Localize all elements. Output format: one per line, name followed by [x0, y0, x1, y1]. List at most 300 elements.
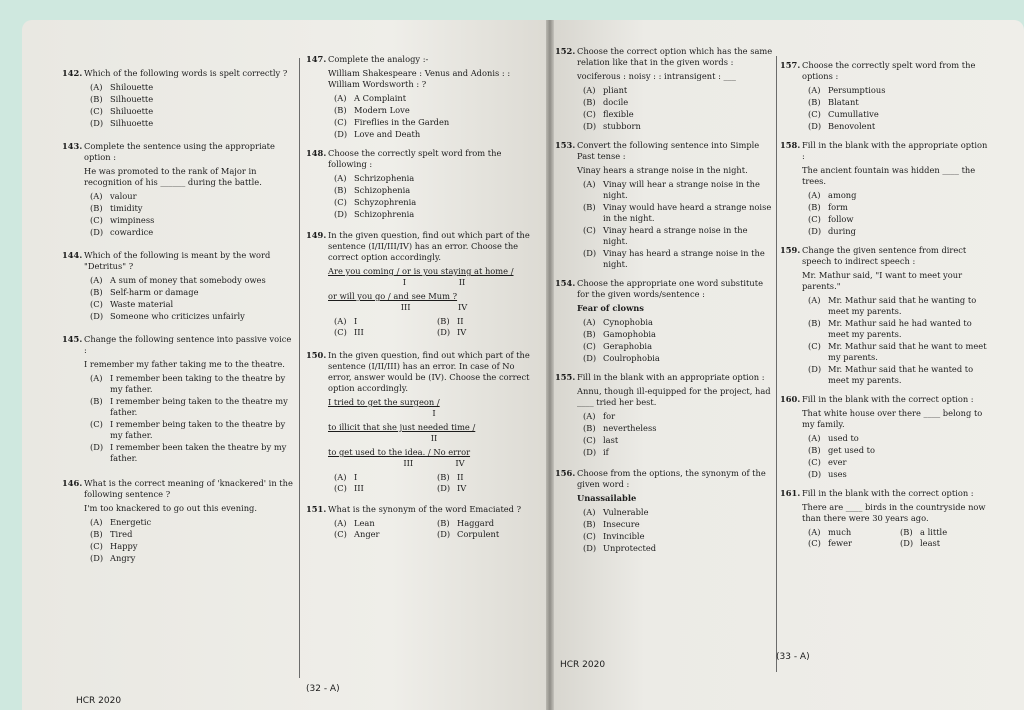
option-text: Happy [110, 541, 138, 551]
option-d[interactable] [90, 118, 294, 129]
option-b[interactable] [334, 185, 540, 196]
option-b[interactable] [90, 203, 294, 214]
question-text: Choose the correctly spelt word from the following : [328, 148, 502, 169]
option-d[interactable] [437, 529, 540, 540]
option-d[interactable] [583, 447, 773, 458]
option-text: Schyzophrenia [354, 197, 417, 207]
option-b[interactable] [90, 94, 294, 105]
question-number: 149. [306, 230, 327, 240]
option-letter: (A) [90, 275, 103, 285]
option-text: Cynophobia [603, 317, 653, 327]
segment-text: to get used to the idea. / No error [328, 447, 471, 457]
option-a[interactable] [808, 85, 992, 96]
question-header [780, 60, 992, 82]
question-block [62, 68, 294, 129]
option-c[interactable] [583, 225, 773, 247]
option-letter: (D) [437, 483, 451, 493]
option-text: Benovolent [828, 121, 876, 131]
option-text: A Complaint [354, 93, 407, 103]
options-row [334, 316, 540, 327]
option-d[interactable] [808, 364, 992, 386]
option-text: Vulnerable [603, 507, 649, 517]
option-letter: (B) [437, 472, 450, 482]
option-text: Schrizophenia [354, 173, 415, 183]
option-text: Shilouette [110, 82, 154, 92]
options-row [334, 529, 540, 540]
option-letter: (A) [583, 411, 596, 421]
option-letter: (D) [90, 553, 104, 563]
option-b[interactable] [808, 318, 992, 340]
question-block [62, 334, 294, 464]
option-letter: (B) [808, 445, 821, 455]
question-number: 144. [62, 250, 83, 260]
option-a[interactable] [583, 507, 773, 518]
option-text: Mr. Mathur said he had wanted to meet my parents. [828, 318, 972, 339]
question-number: 143. [62, 141, 83, 151]
option-letter: (C) [334, 117, 347, 127]
option-text: Unprotected [603, 543, 657, 553]
option-text: Love and Death [354, 129, 421, 139]
question-header [62, 250, 294, 272]
option-d[interactable] [90, 227, 294, 238]
question-text: Change the given sentence from direct speech to indirect speech : [802, 245, 967, 266]
question-block [306, 350, 540, 494]
question-sentence: Fear of clowns [577, 303, 644, 313]
question-header [306, 504, 540, 515]
question-header [555, 278, 773, 300]
option-letter: (D) [334, 209, 348, 219]
option-a[interactable] [90, 82, 294, 93]
option-b[interactable] [334, 105, 540, 116]
option-letter: (C) [334, 197, 347, 207]
option-letter: (C) [334, 327, 347, 337]
option-letter: (B) [583, 423, 596, 433]
option-text: I remember being taken to the theatre by my father. [110, 419, 286, 440]
option-d[interactable] [808, 121, 992, 132]
option-text: Silhuoette [110, 118, 154, 128]
question-sentence: Annu, though ill-equipped for the project, had ____ tried her best. [577, 386, 771, 407]
option-letter: (D) [583, 248, 597, 258]
option-a[interactable] [583, 85, 773, 96]
question-block [555, 140, 773, 270]
option-text: nevertheless [603, 423, 657, 433]
option-letter: (A) [808, 433, 821, 443]
option-c[interactable] [808, 457, 992, 468]
question-sentence: I remember my father taking me to the theatre. [84, 359, 285, 369]
question-number: 145. [62, 334, 83, 344]
option-text: Self-harm or damage [110, 287, 199, 297]
option-c[interactable] [583, 341, 773, 352]
option-a[interactable] [808, 295, 992, 317]
option-letter: (A) [583, 85, 596, 95]
option-text: for [603, 411, 616, 421]
option-a[interactable] [334, 93, 540, 104]
options-row [334, 518, 540, 529]
option-c[interactable] [90, 299, 294, 310]
option-letter: (B) [90, 94, 103, 104]
question-number: 158. [780, 140, 801, 150]
option-c[interactable] [334, 327, 437, 338]
option-letter: (D) [583, 447, 597, 457]
question-header [62, 478, 294, 500]
option-letter: (D) [808, 364, 822, 374]
option-letter: (D) [334, 129, 348, 139]
option-letter: (B) [90, 203, 103, 213]
question-text: Fill in the blank with the correct option : [802, 488, 974, 498]
option-letter: (D) [90, 442, 104, 452]
question-sentence: Mr. Mathur said, "I want to meet your parents." [802, 270, 963, 291]
option-a[interactable] [334, 472, 437, 483]
option-letter: (D) [808, 121, 822, 131]
option-a[interactable] [90, 275, 294, 286]
question-number: 156. [555, 468, 576, 478]
option-text: stubborn [603, 121, 641, 131]
option-letter: (C) [90, 419, 103, 429]
option-text: II [457, 316, 464, 326]
question-text: Fill in the blank with an appropriate option : [577, 372, 765, 382]
option-a[interactable] [90, 373, 294, 395]
option-text: Invincible [603, 531, 645, 541]
option-letter: (C) [808, 341, 821, 351]
options-row [808, 527, 992, 538]
option-letter: (D) [437, 529, 451, 539]
option-text: Shiluoette [110, 106, 154, 116]
option-d[interactable] [583, 353, 773, 364]
option-b[interactable] [437, 518, 540, 529]
options-row [334, 483, 540, 494]
option-d[interactable] [437, 327, 540, 338]
option-letter: (A) [334, 173, 347, 183]
option-a[interactable] [334, 316, 437, 327]
option-letter: (A) [583, 179, 596, 189]
option-d[interactable] [583, 543, 773, 554]
sentence-segment [328, 291, 540, 313]
segment-roman: III IV [400, 302, 468, 312]
option-letter: (B) [808, 202, 821, 212]
segment-roman: I [432, 408, 436, 418]
option-text: much [828, 527, 852, 537]
option-c[interactable] [808, 341, 992, 363]
option-b[interactable] [437, 316, 540, 327]
option-letter: (A) [334, 316, 347, 326]
option-letter: (C) [334, 529, 347, 539]
option-letter: (C) [808, 538, 821, 548]
option-text: Fireflies in the Garden [354, 117, 450, 127]
options-row [334, 472, 540, 483]
option-c[interactable] [90, 419, 294, 441]
option-text: Cumullative [828, 109, 879, 119]
option-letter: (B) [900, 527, 913, 537]
option-text: Anger [354, 529, 380, 539]
question-text: Complete the sentence using the appropriate option : [84, 141, 275, 162]
option-letter: (A) [808, 527, 821, 537]
option-letter: (B) [90, 529, 103, 539]
option-letter: (B) [808, 97, 821, 107]
segment-roman: III IV [403, 458, 465, 468]
option-c[interactable] [90, 106, 294, 117]
book-gutter [546, 20, 554, 710]
option-letter: (D) [583, 121, 597, 131]
option-text: among [828, 190, 857, 200]
question-number: 161. [780, 488, 801, 498]
option-a[interactable] [334, 173, 540, 184]
question-header [306, 230, 540, 263]
option-text: get used to [828, 445, 875, 455]
option-text: ever [828, 457, 847, 467]
option-text: a little [920, 527, 948, 537]
question-block [780, 245, 992, 386]
left-page-number: (32 - A) [306, 684, 340, 694]
option-text: Silhouette [110, 94, 154, 104]
option-letter: (B) [437, 316, 450, 326]
option-text: IV [457, 483, 467, 493]
option-letter: (B) [334, 105, 347, 115]
option-c[interactable] [583, 531, 773, 542]
option-b[interactable] [583, 519, 773, 530]
option-letter: (B) [583, 202, 596, 212]
question-number: 150. [306, 350, 327, 360]
option-letter: (A) [334, 518, 347, 528]
option-letter: (C) [90, 541, 103, 551]
option-text: III [354, 483, 364, 493]
option-c[interactable] [334, 197, 540, 208]
option-text: Lean [354, 518, 375, 528]
option-text: form [828, 202, 848, 212]
option-text: Geraphobia [603, 341, 653, 351]
option-text: I remember being taken to the theatre my father. [110, 396, 288, 417]
question-text: What is the correct meaning of 'knackered' in the following sentence ? [84, 478, 293, 499]
option-c[interactable] [334, 529, 437, 540]
option-c[interactable] [334, 117, 540, 128]
question-number: 155. [555, 372, 576, 382]
option-text: timidity [110, 203, 143, 213]
question-number: 152. [555, 46, 576, 56]
option-c[interactable] [808, 214, 992, 225]
question-number: 151. [306, 504, 327, 514]
option-text: flexible [603, 109, 634, 119]
sentence-segment [328, 422, 540, 444]
option-d[interactable] [90, 553, 294, 564]
option-a[interactable] [808, 527, 900, 538]
option-text: Gamophobia [603, 329, 656, 339]
question-block [780, 140, 992, 237]
option-c[interactable] [90, 215, 294, 226]
option-text: I [354, 472, 358, 482]
question-number: 142. [62, 68, 83, 78]
option-d[interactable] [900, 538, 992, 549]
question-text: In the given question, find out which part of the sentence (I/II/III) has an error. In case of No error, answer would be (IV). Choose the correct option accordingly. [328, 350, 530, 393]
right-page-code: HCR 2020 [560, 660, 606, 670]
question-sentence: Unassailable [577, 493, 637, 503]
option-d[interactable] [437, 483, 540, 494]
option-d[interactable] [583, 121, 773, 132]
column-1 [62, 68, 294, 570]
option-b[interactable] [900, 527, 992, 538]
option-text: Insecure [603, 519, 640, 529]
option-a[interactable] [808, 433, 992, 444]
option-letter: (C) [808, 109, 821, 119]
option-b[interactable] [583, 329, 773, 340]
option-a[interactable] [334, 518, 437, 529]
segment-text: to illicit that she just needed time / [328, 422, 476, 432]
option-letter: (C) [808, 214, 821, 224]
option-c[interactable] [583, 109, 773, 120]
option-text: Schizophrenia [354, 209, 415, 219]
option-d[interactable] [334, 209, 540, 220]
question-block [62, 478, 294, 564]
question-number: 146. [62, 478, 83, 488]
option-text: Mr. Mathur said that he wanting to meet my parents. [828, 295, 977, 316]
option-text: used to [828, 433, 859, 443]
sentence-segment [328, 397, 540, 419]
option-text: Vinay heard a strange noise in the night. [603, 225, 748, 246]
question-block [306, 504, 540, 540]
option-letter: (C) [90, 215, 103, 225]
option-b[interactable] [583, 423, 773, 434]
option-b[interactable] [808, 202, 992, 213]
question-header [62, 141, 294, 163]
question-sentence: That white house over there ____ belong to my family. [802, 408, 983, 429]
option-text: III [354, 327, 364, 337]
option-b[interactable] [437, 472, 540, 483]
question-text: Change the following sentence into passive voice : [84, 334, 292, 355]
option-text: Modern Love [354, 105, 410, 115]
question-number: 154. [555, 278, 576, 288]
option-letter: (C) [583, 435, 596, 445]
segment-text: Are you coming / or is you staying at home / [328, 266, 514, 276]
question-block [555, 372, 773, 458]
right-page-number: (33 - A) [776, 652, 810, 662]
option-d[interactable] [583, 248, 773, 270]
question-text: Complete the analogy :- [328, 54, 429, 64]
option-text: pliant [603, 85, 628, 95]
option-text: if [603, 447, 609, 457]
question-number: 159. [780, 245, 801, 255]
option-text: Blatant [828, 97, 859, 107]
option-text: Vinay has heard a strange noise in the night. [603, 248, 765, 269]
option-b[interactable] [583, 97, 773, 108]
segment-text: I tried to get the surgeon / [328, 397, 440, 407]
option-letter: (D) [90, 311, 104, 321]
option-letter: (A) [90, 191, 103, 201]
option-b[interactable] [90, 287, 294, 298]
option-text: uses [828, 469, 847, 479]
option-letter: (A) [90, 517, 103, 527]
option-b[interactable] [808, 97, 992, 108]
question-header [62, 334, 294, 356]
question-number: 157. [780, 60, 801, 70]
question-header [555, 46, 773, 68]
option-text: wimpiness [110, 215, 155, 225]
question-block [62, 141, 294, 238]
question-block [780, 488, 992, 549]
column-divider [299, 58, 300, 678]
option-b[interactable] [808, 445, 992, 456]
question-sentence: I'm too knackered to go out this evening. [84, 503, 257, 513]
option-b[interactable] [583, 202, 773, 224]
question-sentence: He was promoted to the rank of Major in recognition of his ______ during the battle. [84, 166, 262, 187]
question-sentence: The ancient fountain was hidden ____ the trees. [802, 165, 976, 186]
option-a[interactable] [583, 179, 773, 201]
option-text: Coulrophobia [603, 353, 660, 363]
option-c[interactable] [90, 541, 294, 552]
option-letter: (A) [334, 472, 347, 482]
question-header [780, 140, 992, 162]
option-d[interactable] [808, 226, 992, 237]
question-sentence: William Shakespeare : Venus and Adonis : : William Wordsworth : ? [328, 68, 511, 89]
option-a[interactable] [808, 190, 992, 201]
question-header [780, 488, 992, 499]
option-c[interactable] [334, 483, 437, 494]
option-text: Energetic [110, 517, 152, 527]
sentence-segment [328, 447, 540, 469]
option-d[interactable] [334, 129, 540, 140]
option-text: during [828, 226, 856, 236]
option-text: last [603, 435, 619, 445]
option-letter: (B) [90, 396, 103, 406]
question-sentence: There are ____ birds in the countryside now than there were 30 years ago. [802, 502, 986, 523]
option-d[interactable] [808, 469, 992, 480]
option-text: Persumptious [828, 85, 886, 95]
option-letter: (D) [583, 543, 597, 553]
option-letter: (C) [583, 341, 596, 351]
question-block [306, 148, 540, 220]
question-text: In the given question, find out which part of the sentence (I/II/III/IV) has an error. Choose the correct option accordingly. [328, 230, 530, 262]
option-c[interactable] [808, 109, 992, 120]
option-b[interactable] [90, 529, 294, 540]
question-header [62, 68, 294, 79]
question-text: Fill in the blank with the appropriate option : [802, 140, 988, 161]
option-letter: (B) [808, 318, 821, 328]
question-text: Choose the correct option which has the same relation like that in the given words : [577, 46, 773, 67]
option-letter: (A) [90, 82, 103, 92]
question-text: Fill in the blank with the correct option : [802, 394, 974, 404]
option-letter: (B) [583, 97, 596, 107]
option-d[interactable] [90, 442, 294, 464]
segment-roman: II [430, 433, 438, 443]
question-block [555, 278, 773, 364]
column-divider [776, 56, 777, 672]
option-b[interactable] [90, 396, 294, 418]
option-d[interactable] [90, 311, 294, 322]
option-letter: (D) [583, 353, 597, 363]
option-text: follow [828, 214, 854, 224]
question-block [62, 250, 294, 322]
option-letter: (A) [334, 93, 347, 103]
option-letter: (B) [334, 185, 347, 195]
option-letter: (D) [900, 538, 914, 548]
option-c[interactable] [808, 538, 900, 549]
option-text: IV [457, 327, 467, 337]
segment-roman: I II [402, 277, 466, 287]
option-letter: (C) [334, 483, 347, 493]
option-a[interactable] [90, 517, 294, 528]
question-header [780, 394, 992, 405]
option-a[interactable] [583, 411, 773, 422]
question-header [555, 468, 773, 490]
question-header [306, 54, 540, 65]
options-row [808, 538, 992, 549]
option-a[interactable] [583, 317, 773, 328]
option-text: Corpulent [457, 529, 500, 539]
question-number: 148. [306, 148, 327, 158]
option-text: Mr. Mathur said that he want to meet my parents. [828, 341, 987, 362]
question-text: Choose from the options, the synonym of the given word : [577, 468, 766, 489]
option-text: Mr. Mathur said that he wanted to meet my parents. [828, 364, 974, 385]
option-letter: (D) [437, 327, 451, 337]
option-c[interactable] [583, 435, 773, 446]
option-a[interactable] [90, 191, 294, 202]
